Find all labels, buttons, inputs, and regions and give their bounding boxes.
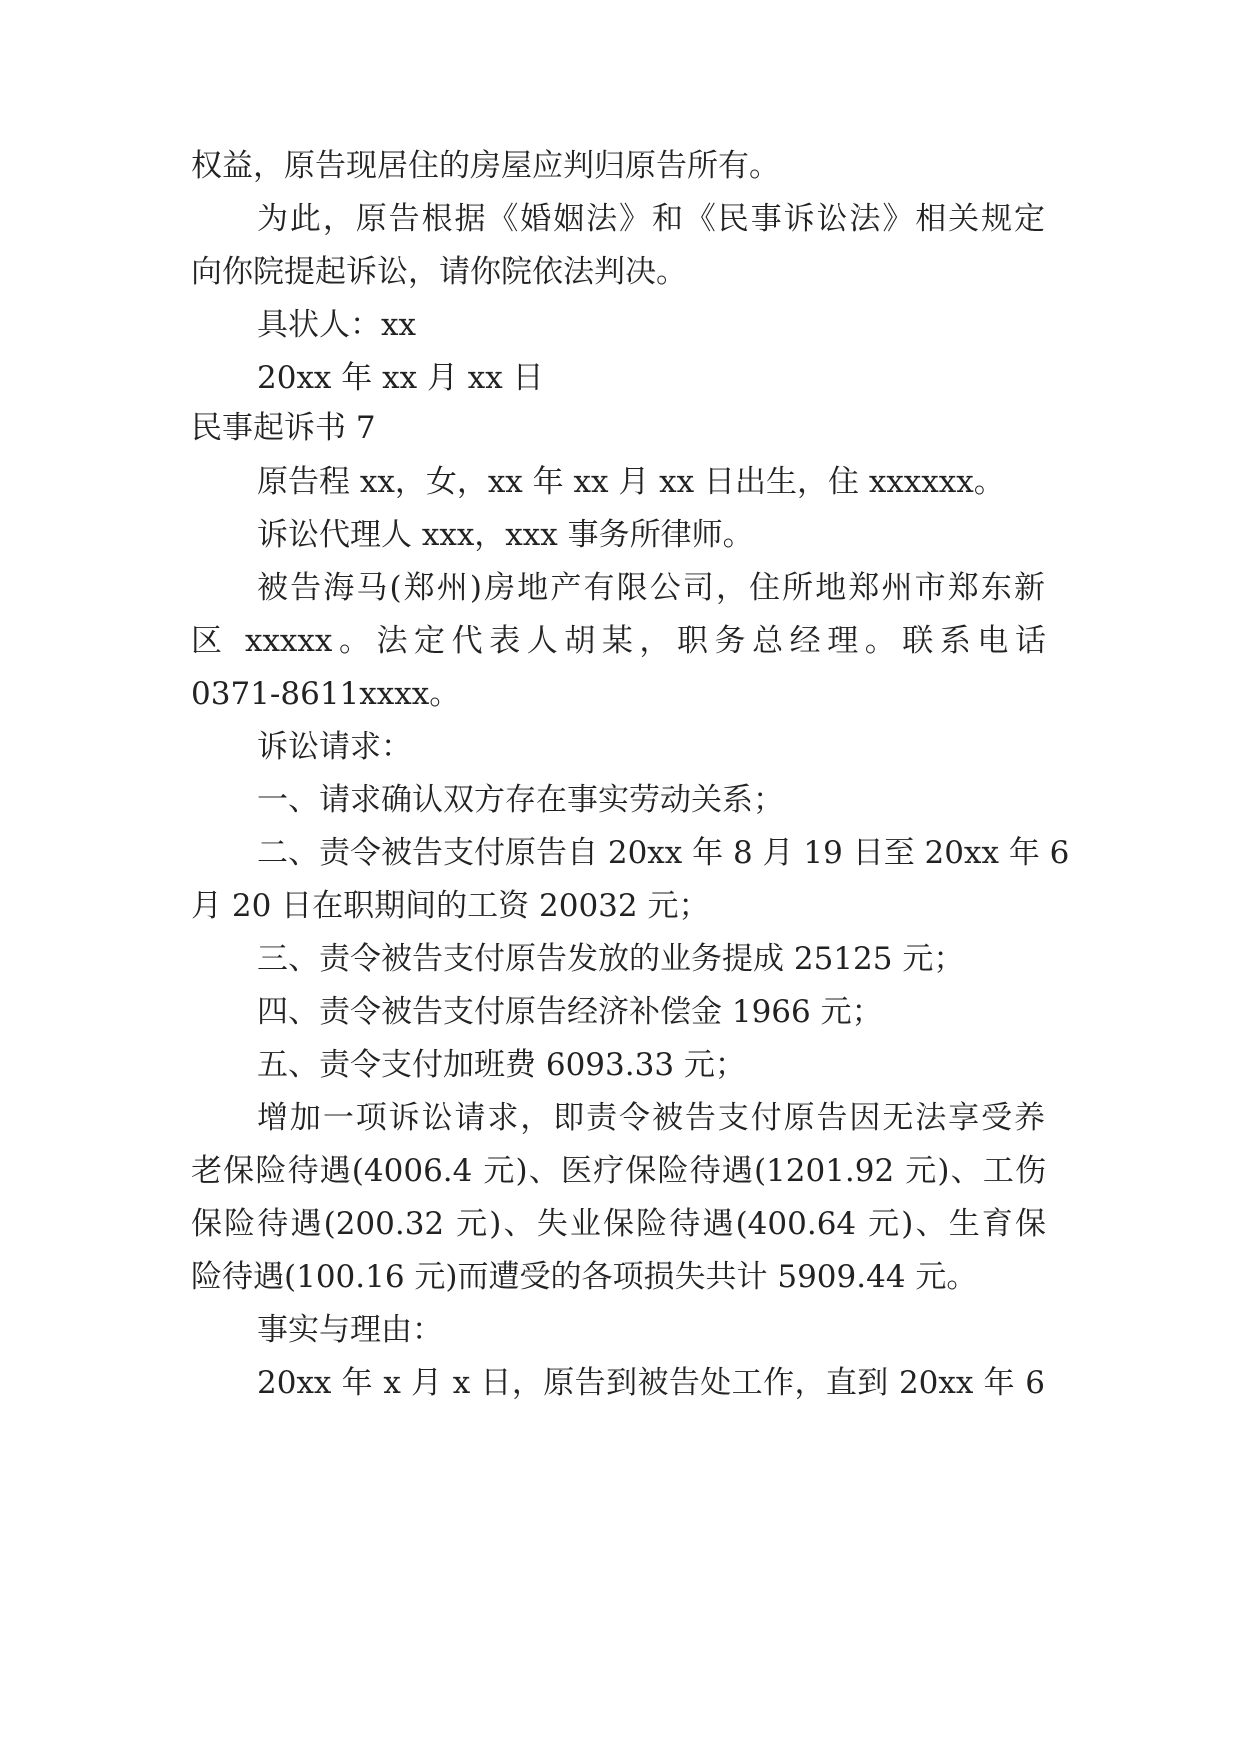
body-line: 老保险待遇(4006.4 元)、医疗保险待遇(1201.92 元)、工伤 <box>191 1153 1046 1189</box>
claim-item: 月 20 日在职期间的工资 20032 元； <box>191 888 710 924</box>
subheading: 诉讼请求： <box>257 729 412 765</box>
body-line: 原告程 xx，女，xx 年 xx 月 xx 日出生，住 xxxxxx。 <box>257 464 1005 500</box>
body-line: 向你院提起诉讼，请你院依法判决。 <box>191 254 687 290</box>
body-line: 为此，原告根据《婚姻法》和《民事诉讼法》相关规定 <box>257 201 1045 237</box>
body-line: 区 xxxxx。法定代表人胡某，职务总经理。联系电话 <box>191 623 1046 659</box>
body-line: 增加一项诉讼请求，即责令被告支付原告因无法享受养 <box>257 1100 1045 1136</box>
claim-item: 三、责令被告支付原告发放的业务提成 25125 元； <box>257 941 965 977</box>
date-line: 20xx 年 xx 月 xx 日 <box>257 360 544 396</box>
body-line: 20xx 年 x 月 x 日，原告到被告处工作，直到 20xx 年 6 <box>257 1365 1045 1401</box>
claim-item: 一、请求确认双方存在事实劳动关系； <box>257 782 784 818</box>
section-heading: 民事起诉书 7 <box>191 410 376 446</box>
body-line: 险待遇(100.16 元)而遭受的各项损失共计 5909.44 元。 <box>191 1259 978 1295</box>
claim-item: 二、责令被告支付原告自 20xx 年 8 月 19 日至 20xx 年 6 <box>257 835 1070 871</box>
body-line: 保险待遇(200.32 元)、失业保险待遇(400.64 元)、生育保 <box>191 1206 1046 1242</box>
body-line: 权益，原告现居住的房屋应判归原告所有。 <box>191 148 780 184</box>
subheading: 事实与理由： <box>257 1312 443 1348</box>
claim-item: 四、责令被告支付原告经济补偿金 1966 元； <box>257 994 883 1030</box>
body-line: 诉讼代理人 xxx，xxx 事务所律师。 <box>257 517 754 553</box>
body-line: 0371-8611xxxx。 <box>191 676 461 712</box>
claim-item: 五、责令支付加班费 6093.33 元； <box>257 1047 746 1083</box>
signatory-line: 具状人：xx <box>257 307 416 343</box>
body-line: 被告海马(郑州)房地产有限公司，住所地郑州市郑东新 <box>257 570 1045 606</box>
